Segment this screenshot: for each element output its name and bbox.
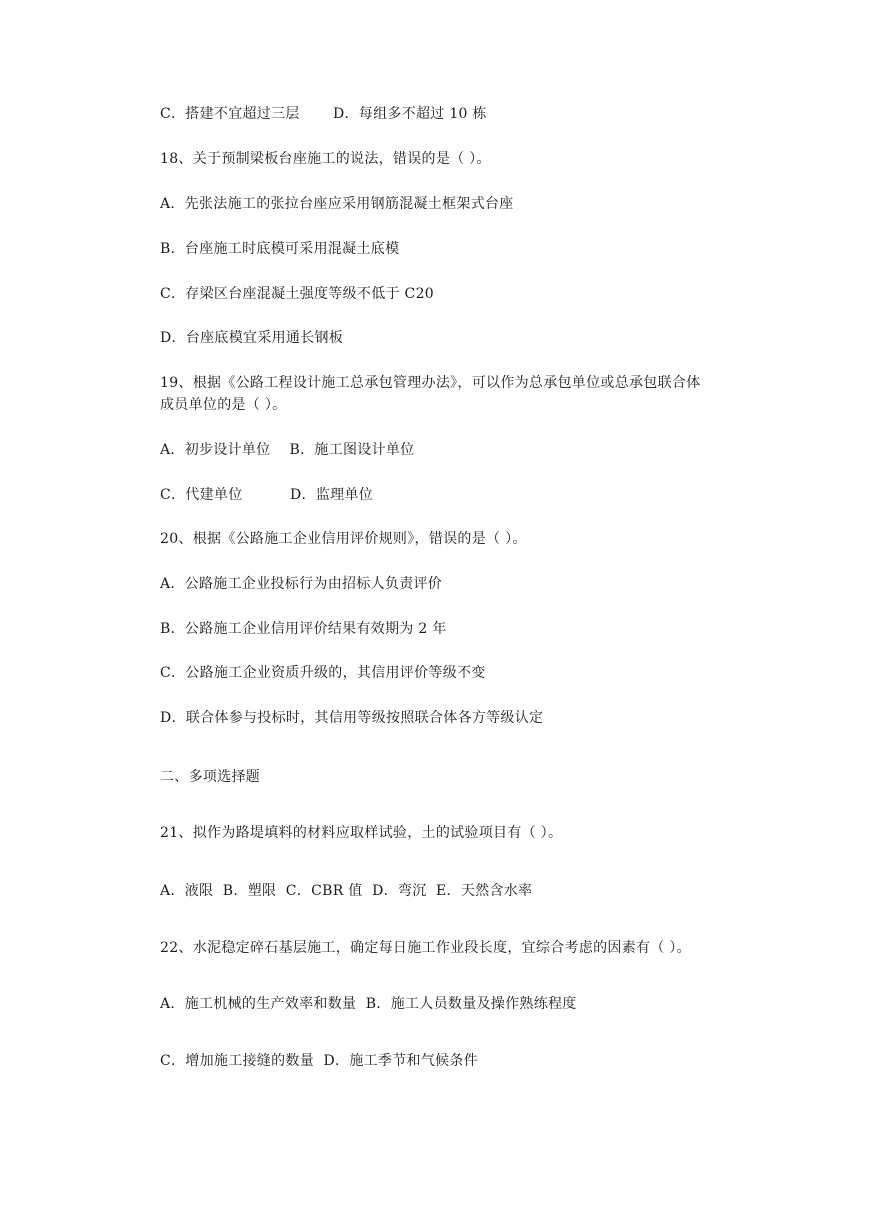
q20-option-d: D．联合体参与投标时，其信用等级按照联合体各方等级认定 <box>160 710 544 726</box>
q18-question: 18、关于预制梁板台座施工的说法，错误的是（ ）。 <box>160 151 491 167</box>
q20-question: 20、根据《公路施工企业信用评价规则》，错误的是（ ）。 <box>160 531 527 547</box>
q20-option-c: C．公路施工企业资质升级的，其信用评价等级不变 <box>160 665 486 681</box>
q20-option-b: B．公路施工企业信用评价结果有效期为 2 年 <box>160 621 447 637</box>
q19-options-cd: C．代建单位 D．监理单位 <box>160 487 374 503</box>
q18-option-a: A．先张法施工的张拉台座应采用钢筋混凝土框架式台座 <box>160 196 514 212</box>
q18-option-c: C．存梁区台座混凝土强度等级不低于 C20 <box>160 286 434 302</box>
q18-option-b: B．台座施工时底模可采用混凝土底模 <box>160 241 400 257</box>
q22-options-cd: C．增加施工接缝的数量 D．施工季节和气候条件 <box>160 1053 479 1069</box>
q22-question: 22、水泥稳定碎石基层施工，确定每日施工作业段长度，宜综合考虑的因素有（ ）。 <box>160 940 691 956</box>
q22-options-ab: A．施工机械的生产效率和数量 B．施工人员数量及操作熟练程度 <box>160 996 577 1012</box>
q21-question: 21、拟作为路堤填料的材料应取样试验，土的试验项目有（ ）。 <box>160 825 563 841</box>
q19-question: 19、根据《公路工程设计施工总承包管理办法》，可以作为总承包单位或总承包联合体 <box>160 375 701 391</box>
q19-options-ab: A．初步设计单位 B．施工图设计单位 <box>160 442 415 458</box>
q18-option-d: D．台座底模宜采用通长钢板 <box>160 330 344 346</box>
q20-option-a: A．公路施工企业投标行为由招标人负责评价 <box>160 576 443 592</box>
q21-options: A．液限 B．塑限 C．CBR 值 D．弯沉 E．天然含水率 <box>160 883 533 899</box>
q19-question-cont: 成员单位的是（ ）。 <box>160 397 287 413</box>
q17-options-cd: C．搭建不宜超过三层 D．每组多不超过 10 栋 <box>160 106 487 122</box>
section-heading: 二、多项选择题 <box>160 769 261 785</box>
